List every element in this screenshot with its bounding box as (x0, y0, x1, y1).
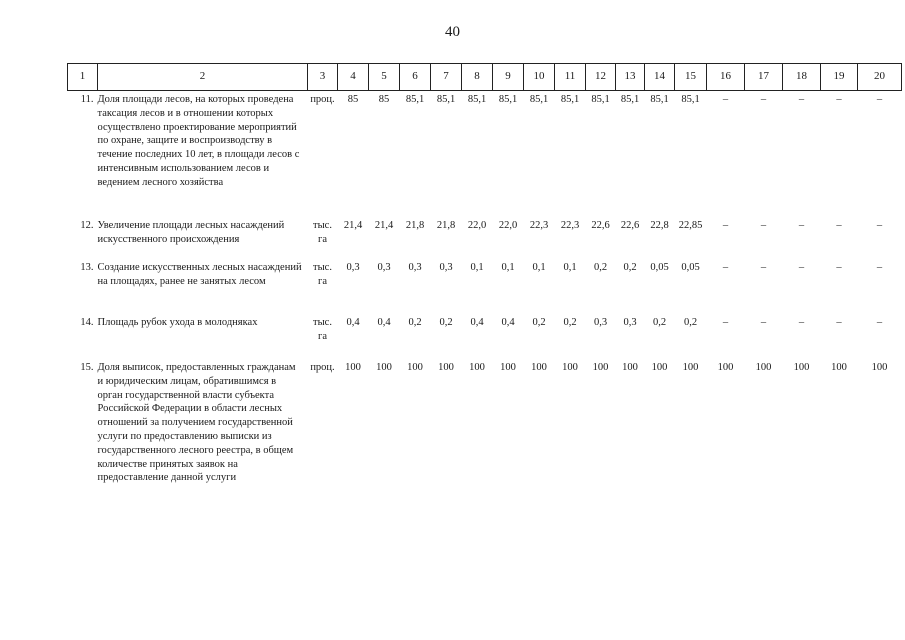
value-cell: 100 (376, 362, 392, 373)
column-number-1: 1 (68, 64, 98, 91)
value-cell: – (722, 220, 729, 231)
value-cell: 0,1 (501, 262, 515, 273)
value-cell: 22,6 (620, 220, 640, 231)
table-row (68, 91, 902, 218)
column-number-7: 7 (431, 64, 462, 91)
table-row (68, 217, 902, 259)
value-cell: 22,6 (591, 220, 610, 231)
value-cell: 0,05 (650, 262, 669, 273)
value-cell: 0,2 (652, 317, 667, 328)
value-cell: – (836, 262, 842, 273)
unit-of-measure: проц. (310, 362, 335, 373)
column-number-19: 19 (821, 64, 858, 91)
row-number: 12. (80, 220, 94, 231)
unit-of-measure: тыс. га (313, 220, 332, 245)
value-cell: – (876, 94, 883, 105)
row-number: 11. (80, 94, 94, 105)
value-cell: 85,1 (405, 94, 425, 105)
column-number-10: 10 (524, 64, 555, 91)
value-cell: 22,0 (498, 220, 518, 231)
value-cell: 0,3 (408, 262, 422, 273)
column-number-13: 13 (616, 64, 645, 91)
value-cell: – (836, 220, 842, 231)
value-cell: 0,2 (683, 317, 698, 328)
value-cell: 0,1 (532, 262, 546, 273)
row-number: 13. (80, 262, 94, 273)
indicator-table (67, 63, 902, 521)
value-cell: 0,2 (439, 317, 453, 328)
value-cell: – (798, 220, 805, 231)
value-cell: 0,2 (593, 262, 608, 273)
column-number-8: 8 (462, 64, 493, 91)
value-cell: 100 (682, 362, 699, 373)
value-cell: 85,1 (529, 94, 549, 105)
value-cell: 100 (592, 362, 609, 373)
column-number-16: 16 (707, 64, 745, 91)
value-cell: 0,2 (623, 262, 637, 273)
value-cell: 22,3 (529, 220, 549, 231)
value-cell: 0,4 (470, 317, 484, 328)
indicator-description: Доля площади лесов, на которых проведена таксация лесов и в отношении которых осуществлено проектирование мероприятий по охране, защите и воспроизводству в течение последних 10 лет, в площади лесов с интенсивным использованием лесов и ведением лесного хозяйства (97, 94, 300, 188)
value-cell: 21,4 (374, 220, 394, 231)
value-cell: 100 (755, 362, 772, 373)
value-cell: 100 (831, 362, 847, 373)
value-cell: 22,3 (560, 220, 580, 231)
value-cell: 100 (622, 362, 638, 373)
value-cell: – (836, 317, 842, 328)
value-cell: – (876, 262, 883, 273)
value-cell: – (798, 317, 805, 328)
column-number-row (68, 64, 902, 91)
value-cell: 21,4 (343, 220, 363, 231)
table-row (68, 314, 902, 359)
value-cell: 100 (438, 362, 454, 373)
column-number-12: 12 (586, 64, 616, 91)
value-cell: 100 (407, 362, 423, 373)
value-cell: 100 (651, 362, 668, 373)
column-number-17: 17 (745, 64, 783, 91)
unit-of-measure: тыс. га (313, 262, 332, 287)
value-cell: 21,8 (436, 220, 456, 231)
unit-of-measure: тыс. га (313, 317, 332, 342)
value-cell: – (722, 262, 729, 273)
value-cell: 0,2 (408, 317, 422, 328)
value-cell: 85 (347, 94, 359, 105)
value-cell: 100 (793, 362, 810, 373)
value-cell: 100 (500, 362, 516, 373)
value-cell: 0,2 (532, 317, 546, 328)
value-cell: 85,1 (650, 94, 669, 105)
value-cell: 21,8 (405, 220, 425, 231)
value-cell: 100 (469, 362, 485, 373)
value-cell: – (760, 262, 767, 273)
table-row (68, 259, 902, 314)
column-number-6: 6 (400, 64, 431, 91)
value-cell: 100 (562, 362, 578, 373)
value-cell: 0,4 (501, 317, 515, 328)
column-number-11: 11 (555, 64, 586, 91)
value-cell: 0,05 (681, 262, 700, 273)
value-cell: – (760, 317, 767, 328)
column-number-18: 18 (783, 64, 821, 91)
column-number-4: 4 (338, 64, 369, 91)
value-cell: 100 (531, 362, 547, 373)
value-cell: 85,1 (591, 94, 610, 105)
column-number-20: 20 (858, 64, 902, 91)
indicator-description: Доля выписок, предоставленных гражданам и юридическим лицам, обратившимся в орган государственной власти субъекта Российской Федерации в области лесных отношений за получением государственной услуги по предоставлению выписки из государственного лесного реестра, в общем количестве принятых заявок на предоставление данной услуги (97, 362, 296, 484)
value-cell: 0,3 (623, 317, 637, 328)
value-cell: 100 (717, 362, 734, 373)
indicator-description: Увеличение площади лесных насаждений искусственного происхождения (97, 220, 285, 245)
value-cell: 85 (378, 94, 390, 105)
value-cell: 0,1 (470, 262, 484, 273)
indicator-description: Создание искусственных лесных насаждений на площадях, ранее не занятых лесом (97, 262, 302, 287)
value-cell: 0,1 (563, 262, 577, 273)
value-cell: 100 (345, 362, 361, 373)
value-cell: 85,1 (467, 94, 487, 105)
column-number-15: 15 (675, 64, 707, 91)
row-number: 14. (80, 317, 94, 328)
value-cell: 22,0 (467, 220, 487, 231)
column-number-3: 3 (308, 64, 338, 91)
value-cell: 0,3 (377, 262, 391, 273)
value-cell: – (722, 94, 729, 105)
page-number: 40 (445, 24, 460, 40)
value-cell: 85,1 (681, 94, 700, 105)
column-number-2: 2 (98, 64, 308, 91)
value-cell: 22,8 (650, 220, 669, 231)
row-number: 15. (80, 362, 94, 373)
value-cell: – (722, 317, 729, 328)
value-cell: 85,1 (436, 94, 456, 105)
value-cell: 0,3 (346, 262, 360, 273)
value-cell: 85,1 (498, 94, 518, 105)
column-number-5: 5 (369, 64, 400, 91)
value-cell: 0,3 (593, 317, 608, 328)
value-cell: – (876, 317, 883, 328)
value-cell: 22,85 (678, 220, 703, 231)
unit-of-measure: проц. (310, 94, 335, 105)
value-cell: – (760, 94, 767, 105)
value-cell: 100 (871, 362, 888, 373)
value-cell: – (798, 262, 805, 273)
value-cell: 0,2 (563, 317, 577, 328)
value-cell: – (836, 94, 842, 105)
value-cell: – (798, 94, 805, 105)
column-number-14: 14 (645, 64, 675, 91)
value-cell: 85,1 (620, 94, 640, 105)
table-row (68, 359, 902, 521)
indicator-description: Площадь рубок ухода в молодняках (97, 317, 258, 328)
value-cell: – (876, 220, 883, 231)
value-cell: – (760, 220, 767, 231)
value-cell: 0,4 (377, 317, 391, 328)
value-cell: 0,3 (439, 262, 453, 273)
column-number-9: 9 (493, 64, 524, 91)
value-cell: 0,4 (346, 317, 360, 328)
value-cell: 85,1 (560, 94, 580, 105)
